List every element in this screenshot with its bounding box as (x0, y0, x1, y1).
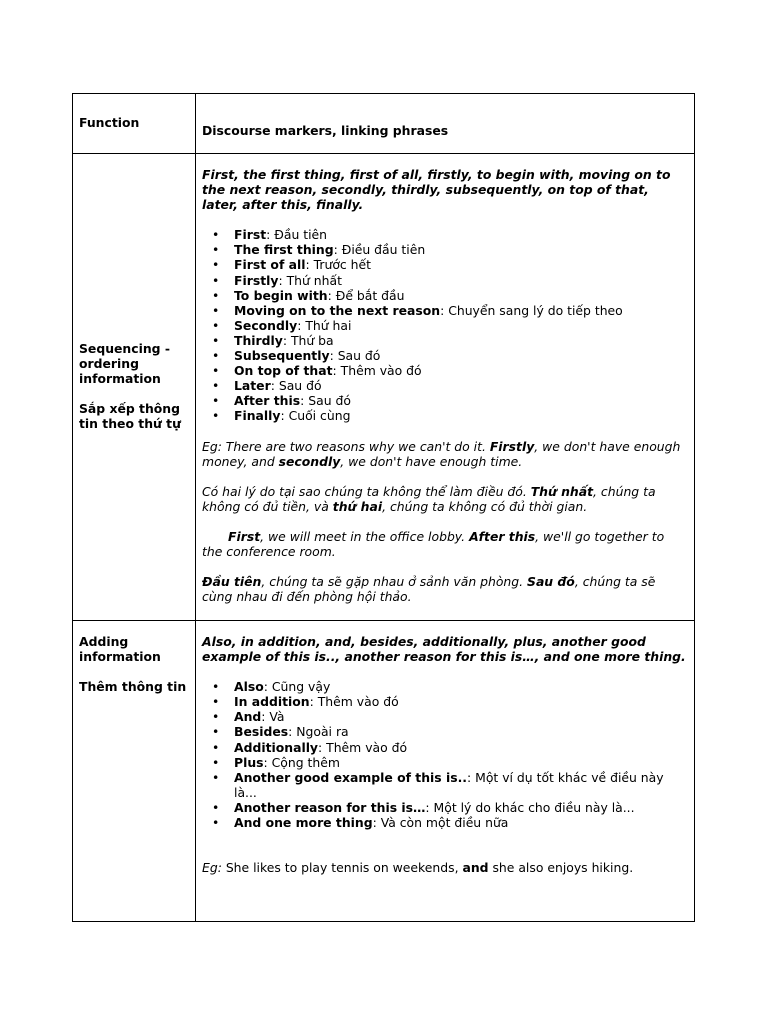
list-item: • After this: Sau đó (202, 393, 688, 408)
list-item: • Later: Sau đó (202, 378, 688, 393)
sequencing-example-1: Eg: There are two reasons why we can't do it. Firstly, we don't have enough money, and secondly, we don't have enough time. (202, 438, 681, 469)
sequencing-list (202, 227, 688, 423)
header-markers: Discourse markers, linking phrases (202, 123, 449, 138)
list-item: • On top of that: Thêm vào đó (202, 363, 688, 378)
header-function: Function (79, 115, 140, 130)
adding-content (202, 634, 688, 875)
table-border-top (72, 93, 695, 94)
row-divider-1 (72, 153, 695, 154)
sequencing-example-2-vi: Đầu tiên, chúng ta sẽ gặp nhau ở sảnh văn phòng. Sau đó, chúng ta sẽ cùng nhau đi đến phòng hội thảo. (202, 574, 656, 605)
table-border-bottom (72, 921, 695, 922)
list-item: • Plus: Cộng thêm (202, 755, 688, 770)
sequencing-summary: First, the first thing, first of all, firstly, to begin with, moving on to the next reason, secondly, thirdly, subsequently, on top of that, later, after this, finally. (202, 167, 671, 213)
list-item: • Another good example of this is..: Một ví dụ tốt khác về điều này là... (202, 770, 688, 800)
list-item: • Thirdly: Thứ ba (202, 333, 688, 348)
sequencing-label (79, 341, 187, 431)
adding-summary: Also, in addition, and, besides, additionally, plus, another good example of this is.., another reason for this is…, and one more thing. (202, 634, 686, 665)
table-border-right (694, 93, 695, 922)
adding-label (79, 634, 187, 694)
table-border-left (72, 93, 73, 922)
list-item: • Moving on to the next reason: Chuyển sang lý do tiếp theo (202, 303, 688, 318)
sequencing-label-vi: Sắp xếp thông tin theo thứ tự (79, 401, 181, 432)
sequencing-example-2: First, we will meet in the office lobby. After this, we'll go together to the conference room. (202, 528, 665, 559)
sequencing-example-1-vi: Có hai lý do tại sao chúng ta không thể làm điều đó. Thứ nhất, chúng ta không có đủ tiền, và thứ hai, chúng ta không có đủ thời gian. (202, 483, 656, 514)
list-item: • First: Đầu tiên (202, 227, 688, 242)
list-item: • Also: Cũng vậy (202, 679, 688, 694)
row-divider-2 (72, 620, 695, 621)
list-item: • Additionally: Thêm vào đó (202, 740, 688, 755)
column-divider (195, 93, 196, 922)
discourse-markers-table (72, 93, 695, 922)
sequencing-content (202, 167, 688, 604)
list-item: • Firstly: Thứ nhất (202, 273, 688, 288)
list-item: • Besides: Ngoài ra (202, 724, 688, 739)
list-item: • Another reason for this is…: Một lý do khác cho điều này là... (202, 800, 688, 815)
list-item: • In addition: Thêm vào đó (202, 694, 688, 709)
list-item: • Secondly: Thứ hai (202, 318, 688, 333)
adding-list (202, 679, 688, 830)
list-item: • And one more thing: Và còn một điều nữa (202, 815, 688, 830)
list-item: • The first thing: Điều đầu tiên (202, 242, 688, 257)
adding-label-en: Adding information (79, 634, 161, 665)
list-item: • Finally: Cuối cùng (202, 408, 688, 423)
list-item: • Subsequently: Sau đó (202, 348, 688, 363)
sequencing-label-en: Sequencing - ordering information (79, 341, 170, 387)
adding-example: Eg: She likes to play tennis on weekends, and she also enjoys hiking. (202, 860, 634, 876)
list-item: • First of all: Trước hết (202, 257, 688, 272)
list-item: • To begin with: Để bắt đầu (202, 288, 688, 303)
adding-label-vi: Thêm thông tin (79, 679, 187, 695)
list-item: • And: Và (202, 709, 688, 724)
